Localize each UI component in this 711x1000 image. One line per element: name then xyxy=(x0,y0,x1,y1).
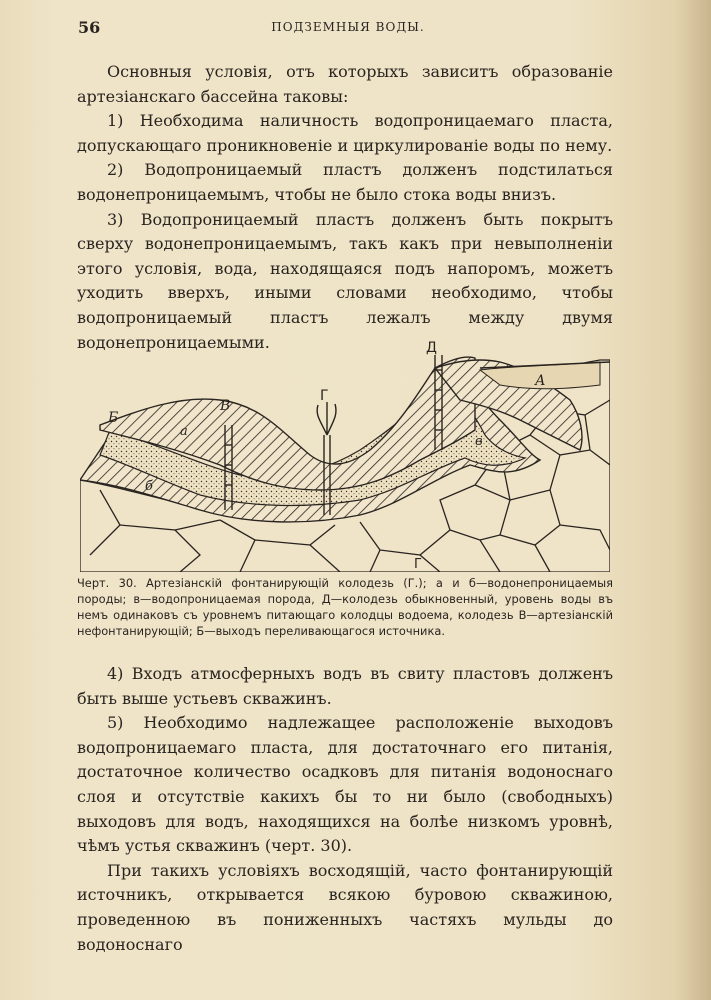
label-g: Г xyxy=(320,388,329,404)
caption-text: Черт. 30. Артезіанскій фонтанирующій колодезь (Г.); а и б—водонепроницаемыя породы; в—водопроницаемая порода, Д—колодезь обыкновенный, уровень воды въ немъ одинаковъ съ уровнемъ питающаго колодцы водоема, колодезь В—артезіанскій нефонтанирующій; Б—выходъ переливающагося источника. xyxy=(77,576,613,638)
paragraph: 3) Водопроницаемый пластъ долженъ быть покрытъ сверху водонепроницаемымъ, такъ какъ при невыполненіи этого условія, вода, находящаяся подъ напоромъ, можетъ уходить вверхъ, иными словами необходимо, чтобы водопроницаемый пластъ лежалъ между двумя водонепроницаемыми. xyxy=(77,209,613,352)
label-gg: Г xyxy=(414,557,422,572)
label-aa: А xyxy=(535,373,546,389)
text-block-top xyxy=(77,60,613,355)
paragraph: При такихъ условіяхъ восходящій, часто фонтанирующій источникъ, открывается всякою буровою скважиною, проведенною въ пониженныхъ частяхъ мульды до водоноснаго xyxy=(77,860,613,954)
label-vv: в xyxy=(475,434,483,449)
label-d: Д xyxy=(426,340,437,356)
paragraph: 4) Входъ атмосферныхъ водъ въ свиту пластовъ долженъ быть выше устьевъ скважинъ. xyxy=(77,664,613,708)
running-title: ПОДЗЕМНЫЯ ВОДЫ. xyxy=(271,20,425,34)
paragraph: 2) Водопроницаемый пластъ долженъ подстилаться водонепроницаемымъ, чтобы не было стока воды внизъ. xyxy=(77,160,613,204)
page-number: 56 xyxy=(78,18,101,37)
label-bb: б xyxy=(145,479,153,494)
label-v: В xyxy=(220,398,231,414)
text-block-bottom xyxy=(77,662,613,957)
page-header xyxy=(78,18,618,42)
paragraph: 5) Необходимо надлежащее расположеніе выходовъ водопроницаемаго пласта, для достаточнаго его питанія, достаточное количество осадковъ для питанія водоноснаго слоя и отсутствіе какихъ бы то ни было (свободныхъ) выходовъ для водъ, находящихся на болѣе низкомъ уровнѣ, чѣмъ устья скважинъ (черт. 30). xyxy=(77,713,613,856)
geological-cross-section-figure xyxy=(80,340,610,572)
paragraph: 1) Необходима наличность водопроницаемаго пласта, допускающаго проникновеніе и циркулированіе воды по нему. xyxy=(77,111,613,155)
label-a: а xyxy=(180,424,188,439)
paragraph: Основныя условія, отъ которыхъ зависитъ образованіе артезіанскаго бассейна таковы: xyxy=(77,62,613,106)
figure-caption xyxy=(77,575,613,639)
label-b: Б xyxy=(108,410,119,426)
